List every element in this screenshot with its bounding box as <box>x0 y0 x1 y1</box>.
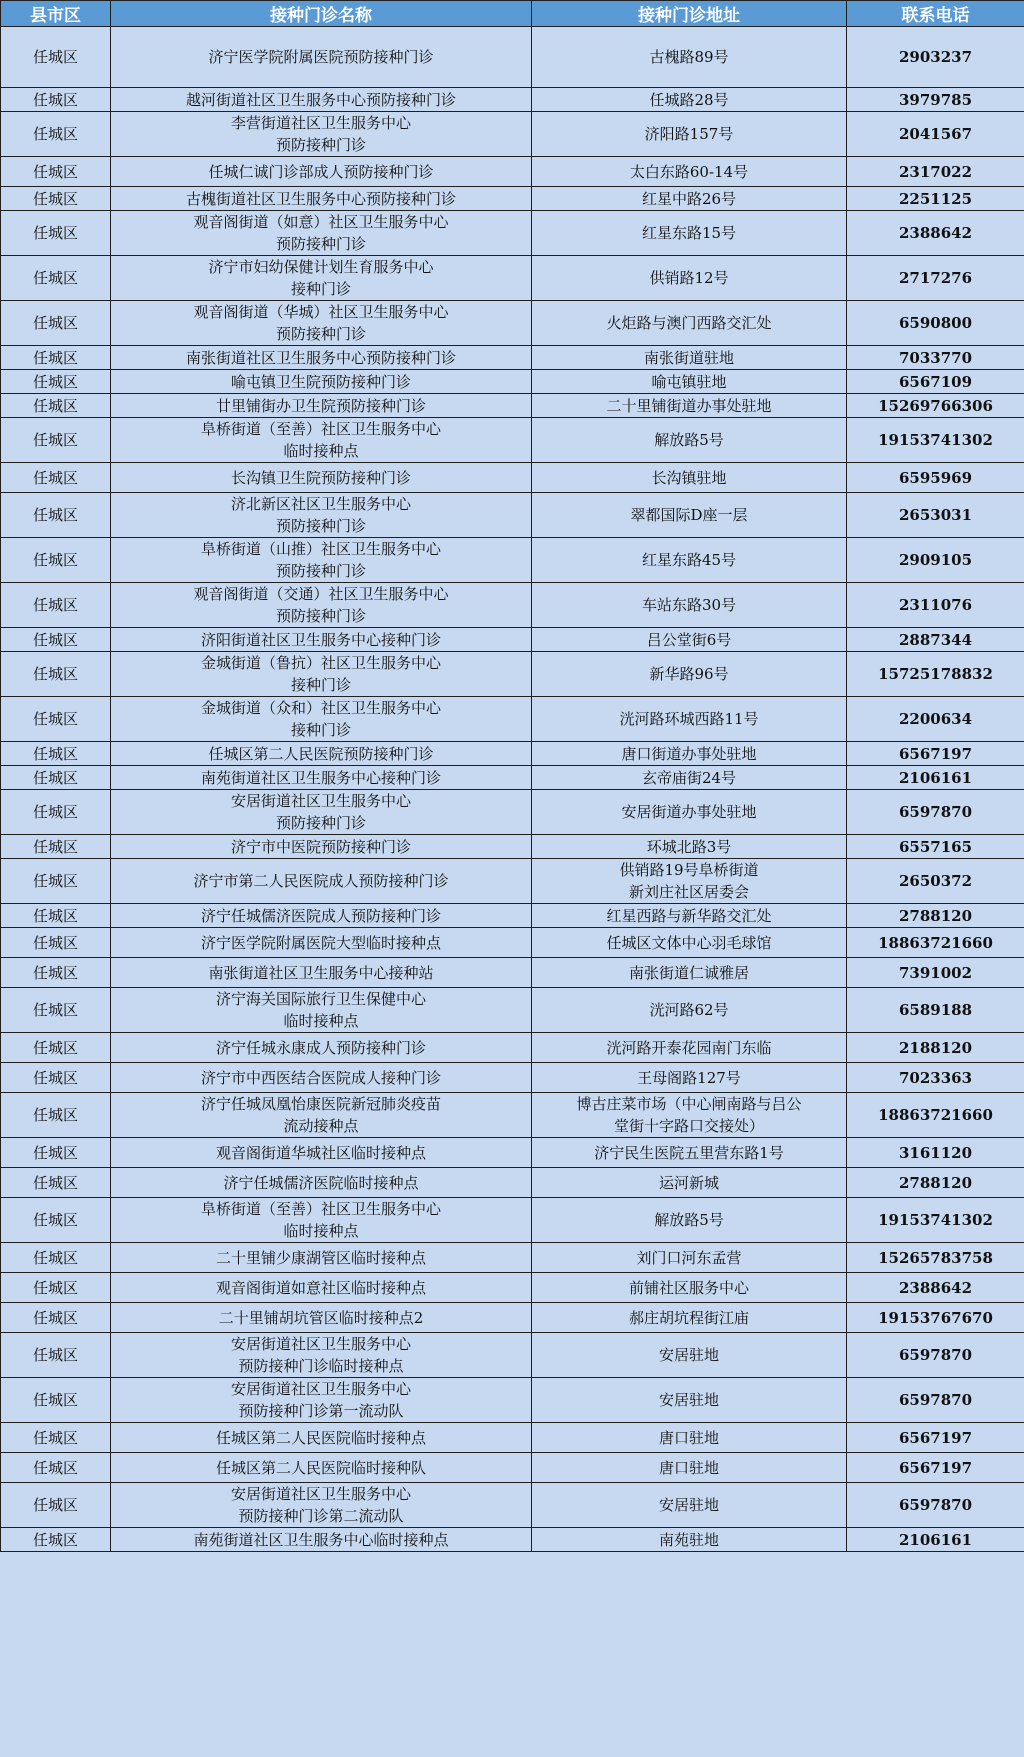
cell-clinic-name: 济宁市妇幼保健计划生育服务中心 接种门诊 <box>111 256 532 301</box>
cell-clinic-name: 南张街道社区卫生服务中心接种站 <box>111 958 532 988</box>
cell-phone: 2106161 <box>847 766 1024 790</box>
cell-clinic-address: 供销路19号阜桥街道 新刘庄社区居委会 <box>532 859 847 904</box>
cell-clinic-address: 环城北路3号 <box>532 835 847 859</box>
cell-clinic-address: 新华路96号 <box>532 652 847 697</box>
cell-clinic-name: 二十里铺少康湖管区临时接种点 <box>111 1243 532 1273</box>
cell-clinic-name: 安居街道社区卫生服务中心 预防接种门诊第一流动队 <box>111 1378 532 1423</box>
cell-phone: 6597870 <box>847 1483 1024 1528</box>
table-row <box>1 904 1024 928</box>
cell-district: 任城区 <box>1 157 111 187</box>
table-row <box>1 928 1024 958</box>
cell-phone: 2200634 <box>847 697 1024 742</box>
cell-phone: 3161120 <box>847 1138 1024 1168</box>
cell-clinic-name: 南苑街道社区卫生服务中心接种门诊 <box>111 766 532 790</box>
cell-clinic-address: 解放路5号 <box>532 418 847 463</box>
cell-phone: 6557165 <box>847 835 1024 859</box>
table-row <box>1 1093 1024 1138</box>
cell-phone: 7391002 <box>847 958 1024 988</box>
cell-clinic-address: 太白东路60-14号 <box>532 157 847 187</box>
cell-clinic-name: 任城区第二人民医院预防接种门诊 <box>111 742 532 766</box>
cell-phone: 2388642 <box>847 1273 1024 1303</box>
cell-clinic-address: 唐口驻地 <box>532 1423 847 1453</box>
cell-clinic-address: 红星东路15号 <box>532 211 847 256</box>
cell-phone: 6567197 <box>847 742 1024 766</box>
cell-clinic-address: 王母阁路127号 <box>532 1063 847 1093</box>
cell-clinic-name: 越河街道社区卫生服务中心预防接种门诊 <box>111 88 532 112</box>
cell-clinic-address: 博古庄菜市场（中心闸南路与吕公 堂街十字路口交接处） <box>532 1093 847 1138</box>
cell-clinic-name: 阜桥街道（山推）社区卫生服务中心 预防接种门诊 <box>111 538 532 583</box>
cell-district: 任城区 <box>1 742 111 766</box>
cell-clinic-address: 洸河路62号 <box>532 988 847 1033</box>
cell-clinic-address: 任城区文体中心羽毛球馆 <box>532 928 847 958</box>
cell-clinic-name: 观音阁街道（如意）社区卫生服务中心 预防接种门诊 <box>111 211 532 256</box>
cell-district: 任城区 <box>1 904 111 928</box>
cell-district: 任城区 <box>1 1198 111 1243</box>
cell-phone: 19153741302 <box>847 1198 1024 1243</box>
cell-clinic-name: 济宁任城儒济医院临时接种点 <box>111 1168 532 1198</box>
table-row <box>1 256 1024 301</box>
cell-clinic-name: 济宁医学院附属医院预防接种门诊 <box>111 27 532 88</box>
cell-phone: 6597870 <box>847 1378 1024 1423</box>
cell-phone: 2650372 <box>847 859 1024 904</box>
cell-phone: 6567109 <box>847 370 1024 394</box>
cell-clinic-address: 刘门口河东孟营 <box>532 1243 847 1273</box>
cell-clinic-name: 古槐街道社区卫生服务中心预防接种门诊 <box>111 187 532 211</box>
cell-district: 任城区 <box>1 1378 111 1423</box>
cell-clinic-address: 玄帝庙街24号 <box>532 766 847 790</box>
cell-district: 任城区 <box>1 583 111 628</box>
table-row <box>1 187 1024 211</box>
cell-phone: 2106161 <box>847 1528 1024 1552</box>
table-row <box>1 835 1024 859</box>
table-row <box>1 211 1024 256</box>
cell-clinic-name: 安居街道社区卫生服务中心 预防接种门诊第二流动队 <box>111 1483 532 1528</box>
cell-clinic-address: 南张街道仁诚雅居 <box>532 958 847 988</box>
cell-phone: 15265783758 <box>847 1243 1024 1273</box>
cell-phone: 19153741302 <box>847 418 1024 463</box>
table-row <box>1 742 1024 766</box>
cell-district: 任城区 <box>1 1483 111 1528</box>
cell-phone: 6590800 <box>847 301 1024 346</box>
cell-clinic-name: 安居街道社区卫生服务中心 预防接种门诊 <box>111 790 532 835</box>
cell-clinic-address: 南苑驻地 <box>532 1528 847 1552</box>
table-row <box>1 1168 1024 1198</box>
cell-phone: 3979785 <box>847 88 1024 112</box>
cell-phone: 2251125 <box>847 187 1024 211</box>
table-row <box>1 301 1024 346</box>
table-row <box>1 1063 1024 1093</box>
cell-clinic-name: 任城区第二人民医院临时接种队 <box>111 1453 532 1483</box>
cell-clinic-address: 安居街道办事处驻地 <box>532 790 847 835</box>
table-row <box>1 988 1024 1033</box>
cell-clinic-address: 二十里铺街道办事处驻地 <box>532 394 847 418</box>
cell-district: 任城区 <box>1 1243 111 1273</box>
cell-clinic-name: 济宁任城永康成人预防接种门诊 <box>111 1033 532 1063</box>
cell-district: 任城区 <box>1 394 111 418</box>
cell-district: 任城区 <box>1 928 111 958</box>
table-row <box>1 1453 1024 1483</box>
table-row <box>1 1333 1024 1378</box>
cell-phone: 6567197 <box>847 1423 1024 1453</box>
cell-clinic-name: 喻屯镇卫生院预防接种门诊 <box>111 370 532 394</box>
cell-clinic-address: 安居驻地 <box>532 1333 847 1378</box>
cell-district: 任城区 <box>1 370 111 394</box>
cell-clinic-address: 洸河路环城西路11号 <box>532 697 847 742</box>
cell-clinic-name: 金城街道（鲁抗）社区卫生服务中心 接种门诊 <box>111 652 532 697</box>
table-row <box>1 1033 1024 1063</box>
cell-clinic-address: 解放路5号 <box>532 1198 847 1243</box>
cell-phone: 2903237 <box>847 27 1024 88</box>
cell-clinic-name: 安居街道社区卫生服务中心 预防接种门诊临时接种点 <box>111 1333 532 1378</box>
cell-clinic-address: 车站东路30号 <box>532 583 847 628</box>
cell-clinic-name: 观音阁街道（华城）社区卫生服务中心 预防接种门诊 <box>111 301 532 346</box>
cell-district: 任城区 <box>1 628 111 652</box>
cell-district: 任城区 <box>1 112 111 157</box>
cell-clinic-name: 济宁医学院附属医院大型临时接种点 <box>111 928 532 958</box>
cell-phone: 2317022 <box>847 157 1024 187</box>
cell-clinic-name: 长沟镇卫生院预防接种门诊 <box>111 463 532 493</box>
cell-phone: 7033770 <box>847 346 1024 370</box>
cell-phone: 15269766306 <box>847 394 1024 418</box>
cell-clinic-address: 前铺社区服务中心 <box>532 1273 847 1303</box>
cell-clinic-address: 洸河路开泰花园南门东临 <box>532 1033 847 1063</box>
cell-clinic-address: 供销路12号 <box>532 256 847 301</box>
cell-district: 任城区 <box>1 493 111 538</box>
table-row <box>1 790 1024 835</box>
table-row <box>1 1423 1024 1453</box>
table-row <box>1 112 1024 157</box>
cell-district: 任城区 <box>1 1168 111 1198</box>
cell-district: 任城区 <box>1 88 111 112</box>
header-row <box>1 1 1024 27</box>
cell-clinic-name: 济阳街道社区卫生服务中心接种门诊 <box>111 628 532 652</box>
cell-clinic-name: 阜桥街道（至善）社区卫生服务中心 临时接种点 <box>111 1198 532 1243</box>
cell-phone: 2717276 <box>847 256 1024 301</box>
cell-district: 任城区 <box>1 1063 111 1093</box>
header-district: 县市区 <box>1 1 111 27</box>
cell-district: 任城区 <box>1 835 111 859</box>
cell-clinic-name: 任城仁诚门诊部成人预防接种门诊 <box>111 157 532 187</box>
cell-clinic-address: 安居驻地 <box>532 1483 847 1528</box>
cell-district: 任城区 <box>1 1333 111 1378</box>
cell-phone: 2188120 <box>847 1033 1024 1063</box>
cell-clinic-name: 南张街道社区卫生服务中心预防接种门诊 <box>111 346 532 370</box>
cell-district: 任城区 <box>1 1033 111 1063</box>
cell-phone: 2311076 <box>847 583 1024 628</box>
cell-phone: 6597870 <box>847 790 1024 835</box>
cell-district: 任城区 <box>1 1423 111 1453</box>
cell-clinic-address: 长沟镇驻地 <box>532 463 847 493</box>
cell-district: 任城区 <box>1 697 111 742</box>
cell-district: 任城区 <box>1 346 111 370</box>
cell-clinic-address: 红星东路45号 <box>532 538 847 583</box>
cell-clinic-name: 济北新区社区卫生服务中心 预防接种门诊 <box>111 493 532 538</box>
header-phone: 联系电话 <box>847 1 1024 27</box>
cell-district: 任城区 <box>1 538 111 583</box>
table-row <box>1 1483 1024 1528</box>
table-row <box>1 1243 1024 1273</box>
table-row <box>1 346 1024 370</box>
cell-district: 任城区 <box>1 463 111 493</box>
table-row <box>1 538 1024 583</box>
cell-district: 任城区 <box>1 988 111 1033</box>
table-row <box>1 958 1024 988</box>
table-row <box>1 697 1024 742</box>
table-row <box>1 394 1024 418</box>
cell-clinic-address: 唐口驻地 <box>532 1453 847 1483</box>
cell-clinic-address: 翠都国际D座一层 <box>532 493 847 538</box>
cell-district: 任城区 <box>1 211 111 256</box>
cell-phone: 6597870 <box>847 1333 1024 1378</box>
cell-clinic-address: 红星中路26号 <box>532 187 847 211</box>
cell-clinic-address: 红星西路与新华路交汇处 <box>532 904 847 928</box>
cell-clinic-name: 观音阁街道（交通）社区卫生服务中心 预防接种门诊 <box>111 583 532 628</box>
cell-district: 任城区 <box>1 27 111 88</box>
cell-phone: 18863721660 <box>847 1093 1024 1138</box>
cell-district: 任城区 <box>1 1453 111 1483</box>
cell-clinic-address: 古槐路89号 <box>532 27 847 88</box>
table-row <box>1 1303 1024 1333</box>
table-row <box>1 418 1024 463</box>
cell-phone: 19153767670 <box>847 1303 1024 1333</box>
table-row <box>1 859 1024 904</box>
table-row <box>1 1378 1024 1423</box>
cell-clinic-name: 李营街道社区卫生服务中心 预防接种门诊 <box>111 112 532 157</box>
table-row <box>1 88 1024 112</box>
table-row <box>1 370 1024 394</box>
cell-clinic-address: 运河新城 <box>532 1168 847 1198</box>
cell-phone: 6595969 <box>847 463 1024 493</box>
cell-phone: 2788120 <box>847 904 1024 928</box>
cell-clinic-address: 济宁民生医院五里营东路1号 <box>532 1138 847 1168</box>
cell-district: 任城区 <box>1 958 111 988</box>
cell-phone: 2788120 <box>847 1168 1024 1198</box>
cell-clinic-name: 济宁任城凤凰怡康医院新冠肺炎疫苗 流动接种点 <box>111 1093 532 1138</box>
cell-phone: 2653031 <box>847 493 1024 538</box>
cell-clinic-name: 济宁任城儒济医院成人预防接种门诊 <box>111 904 532 928</box>
cell-clinic-address: 安居驻地 <box>532 1378 847 1423</box>
cell-clinic-name: 阜桥街道（至善）社区卫生服务中心 临时接种点 <box>111 418 532 463</box>
cell-clinic-name: 济宁市中医院预防接种门诊 <box>111 835 532 859</box>
table-row <box>1 1198 1024 1243</box>
table-row <box>1 652 1024 697</box>
table-row <box>1 766 1024 790</box>
table-row <box>1 628 1024 652</box>
cell-phone: 18863721660 <box>847 928 1024 958</box>
cell-clinic-name: 任城区第二人民医院临时接种点 <box>111 1423 532 1453</box>
cell-phone: 2887344 <box>847 628 1024 652</box>
cell-phone: 2388642 <box>847 211 1024 256</box>
cell-clinic-address: 喻屯镇驻地 <box>532 370 847 394</box>
cell-clinic-name: 观音阁街道如意社区临时接种点 <box>111 1273 532 1303</box>
cell-clinic-address: 唐口街道办事处驻地 <box>532 742 847 766</box>
cell-phone: 2909105 <box>847 538 1024 583</box>
cell-phone: 15725178832 <box>847 652 1024 697</box>
cell-clinic-address: 郝庄胡坑程街江庙 <box>532 1303 847 1333</box>
cell-clinic-name: 廿里铺街办卫生院预防接种门诊 <box>111 394 532 418</box>
cell-district: 任城区 <box>1 652 111 697</box>
table-row <box>1 27 1024 88</box>
cell-clinic-address: 济阳路157号 <box>532 112 847 157</box>
cell-clinic-name: 济宁海关国际旅行卫生保健中心 临时接种点 <box>111 988 532 1033</box>
cell-district: 任城区 <box>1 859 111 904</box>
table-row <box>1 157 1024 187</box>
table-row <box>1 583 1024 628</box>
cell-district: 任城区 <box>1 766 111 790</box>
cell-district: 任城区 <box>1 1138 111 1168</box>
table-row <box>1 1273 1024 1303</box>
cell-clinic-name: 观音阁街道华城社区临时接种点 <box>111 1138 532 1168</box>
cell-district: 任城区 <box>1 1303 111 1333</box>
table-row <box>1 1138 1024 1168</box>
cell-clinic-address: 南张街道驻地 <box>532 346 847 370</box>
table-row <box>1 1528 1024 1552</box>
header-clinic-address: 接种门诊地址 <box>532 1 847 27</box>
cell-clinic-name: 济宁市中西医结合医院成人接种门诊 <box>111 1063 532 1093</box>
cell-clinic-name: 南苑街道社区卫生服务中心临时接种点 <box>111 1528 532 1552</box>
cell-district: 任城区 <box>1 1273 111 1303</box>
cell-clinic-name: 金城街道（众和）社区卫生服务中心 接种门诊 <box>111 697 532 742</box>
cell-phone: 6567197 <box>847 1453 1024 1483</box>
cell-district: 任城区 <box>1 187 111 211</box>
cell-district: 任城区 <box>1 256 111 301</box>
cell-district: 任城区 <box>1 301 111 346</box>
cell-clinic-address: 吕公堂街6号 <box>532 628 847 652</box>
table-row <box>1 463 1024 493</box>
cell-district: 任城区 <box>1 1528 111 1552</box>
cell-phone: 2041567 <box>847 112 1024 157</box>
cell-district: 任城区 <box>1 790 111 835</box>
cell-clinic-address: 火炬路与澳门西路交汇处 <box>532 301 847 346</box>
cell-district: 任城区 <box>1 418 111 463</box>
cell-district: 任城区 <box>1 1093 111 1138</box>
cell-phone: 7023363 <box>847 1063 1024 1093</box>
cell-clinic-address: 任城路28号 <box>532 88 847 112</box>
cell-clinic-name: 济宁市第二人民医院成人预防接种门诊 <box>111 859 532 904</box>
cell-phone: 6589188 <box>847 988 1024 1033</box>
header-clinic-name: 接种门诊名称 <box>111 1 532 27</box>
cell-clinic-name: 二十里铺胡坑管区临时接种点2 <box>111 1303 532 1333</box>
table-row <box>1 493 1024 538</box>
